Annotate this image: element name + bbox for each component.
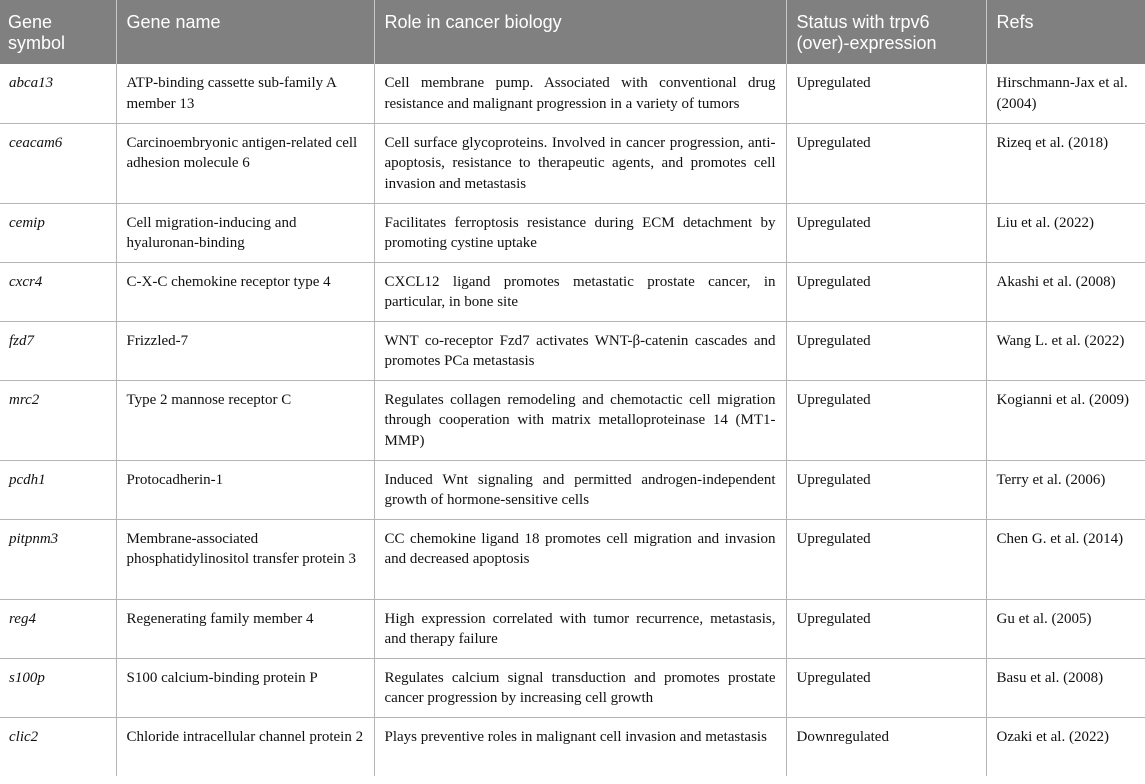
table-row: [0, 321, 1145, 380]
role-cell: Cell surface glycoproteins. Involved in cancer progression, anti-apoptosis, resistance to therapeutic agents, and promotes cell invasion and metastasis: [374, 123, 786, 203]
gene-name-cell: Frizzled-7: [116, 321, 374, 380]
table-row: [0, 599, 1145, 658]
status-cell: Upregulated: [786, 64, 986, 123]
gene-name-cell: Membrane-associated phosphatidylinositol transfer protein 3: [116, 519, 374, 599]
refs-cell: Terry et al. (2006): [986, 460, 1145, 519]
role-cell: Induced Wnt signaling and permitted androgen-independent growth of hormone-sensitive cells: [374, 460, 786, 519]
header-status: Status with trpv6 (over)-expression: [786, 0, 986, 64]
refs-cell: Akashi et al. (2008): [986, 262, 1145, 321]
table-row: [0, 203, 1145, 262]
status-cell: Upregulated: [786, 658, 986, 717]
gene-symbol-cell: cxcr4: [0, 262, 116, 321]
gene-name-cell: Protocadherin-1: [116, 460, 374, 519]
status-cell: Upregulated: [786, 203, 986, 262]
table-header: [0, 0, 1145, 64]
refs-cell: Wang L. et al. (2022): [986, 321, 1145, 380]
status-cell: Upregulated: [786, 123, 986, 203]
refs-cell: Chen G. et al. (2014): [986, 519, 1145, 599]
refs-cell: Rizeq et al. (2018): [986, 123, 1145, 203]
gene-name-cell: Type 2 mannose receptor C: [116, 380, 374, 460]
status-cell: Upregulated: [786, 380, 986, 460]
status-cell: Upregulated: [786, 262, 986, 321]
gene-name-cell: Carcinoembryonic antigen-related cell adhesion molecule 6: [116, 123, 374, 203]
table-body: [0, 64, 1145, 776]
table-row: [0, 64, 1145, 123]
role-cell: High expression correlated with tumor recurrence, metastasis, and therapy failure: [374, 599, 786, 658]
role-cell: CXCL12 ligand promotes metastatic prostate cancer, in particular, in bone site: [374, 262, 786, 321]
table-row: [0, 380, 1145, 460]
header-role: Role in cancer biology: [374, 0, 786, 64]
gene-symbol-cell: cemip: [0, 203, 116, 262]
refs-cell: Ozaki et al. (2022): [996, 728, 1109, 745]
header-row: [0, 0, 1145, 64]
gene-symbol-cell: pcdh1: [0, 460, 116, 519]
table-row: [0, 717, 1145, 776]
refs-cell: Hirschmann-Jax et al. (2004): [986, 64, 1145, 123]
refs-cell: Gu et al. (2005): [986, 599, 1145, 658]
gene-symbol-cell: pitpnm3: [0, 519, 116, 599]
status-cell: Upregulated: [786, 321, 986, 380]
role-cell: CC chemokine ligand 18 promotes cell migration and invasion and decreased apoptosis: [374, 519, 786, 599]
status-cell: Upregulated: [786, 599, 986, 658]
status-cell: Upregulated: [786, 519, 986, 599]
gene-symbol-cell: fzd7: [0, 321, 116, 380]
role-cell: Cell membrane pump. Associated with conventional drug resistance and malignant progression in a variety of tumors: [374, 64, 786, 123]
table-row: [0, 123, 1145, 203]
refs-cell: Basu et al. (2008): [986, 658, 1145, 717]
status-cell: Downregulated: [786, 717, 986, 776]
gene-name-cell: S100 calcium-binding protein P: [116, 658, 374, 717]
gene-symbol-cell: reg4: [0, 599, 116, 658]
role-cell: Regulates calcium signal transduction and promotes prostate cancer progression by increasing cell growth: [374, 658, 786, 717]
table-row: [0, 262, 1145, 321]
gene-symbol-cell: mrc2: [0, 380, 116, 460]
refs-cell: Liu et al. (2022): [986, 203, 1145, 262]
status-cell: Upregulated: [786, 460, 986, 519]
gene-name-cell: Cell migration-inducing and hyaluronan-binding: [116, 203, 374, 262]
gene-name-cell: ATP-binding cassette sub-family A member 13: [116, 64, 374, 123]
refs-cell: Kogianni et al. (2009): [986, 380, 1145, 460]
gene-name-cell: C-X-C chemokine receptor type 4: [116, 262, 374, 321]
gene-symbol-cell: abca13: [0, 64, 116, 123]
gene-symbol-cell: s100p: [0, 658, 116, 717]
gene-symbol-cell: clic2: [0, 717, 116, 776]
table-row: [0, 519, 1145, 599]
role-cell: WNT co-receptor Fzd7 activates WNT-β-catenin cascades and promotes PCa metastasis: [374, 321, 786, 380]
role-cell: Plays preventive roles in malignant cell invasion and metastasis: [374, 717, 786, 776]
header-gene-symbol: Gene symbol: [0, 0, 116, 64]
header-refs: Refs: [986, 0, 1145, 64]
role-cell: Regulates collagen remodeling and chemotactic cell migration through cooperation with matrix metalloproteinase 14 (MT1-MMP): [374, 380, 786, 460]
gene-name-cell: Chloride intracellular channel protein 2: [116, 717, 374, 776]
gene-symbol-cell: ceacam6: [0, 123, 116, 203]
table-row: [0, 658, 1145, 717]
gene-name-cell: Regenerating family member 4: [116, 599, 374, 658]
table-row: [0, 460, 1145, 519]
header-gene-name: Gene name: [116, 0, 374, 64]
role-cell: Facilitates ferroptosis resistance during ECM detachment by promoting cystine uptake: [374, 203, 786, 262]
